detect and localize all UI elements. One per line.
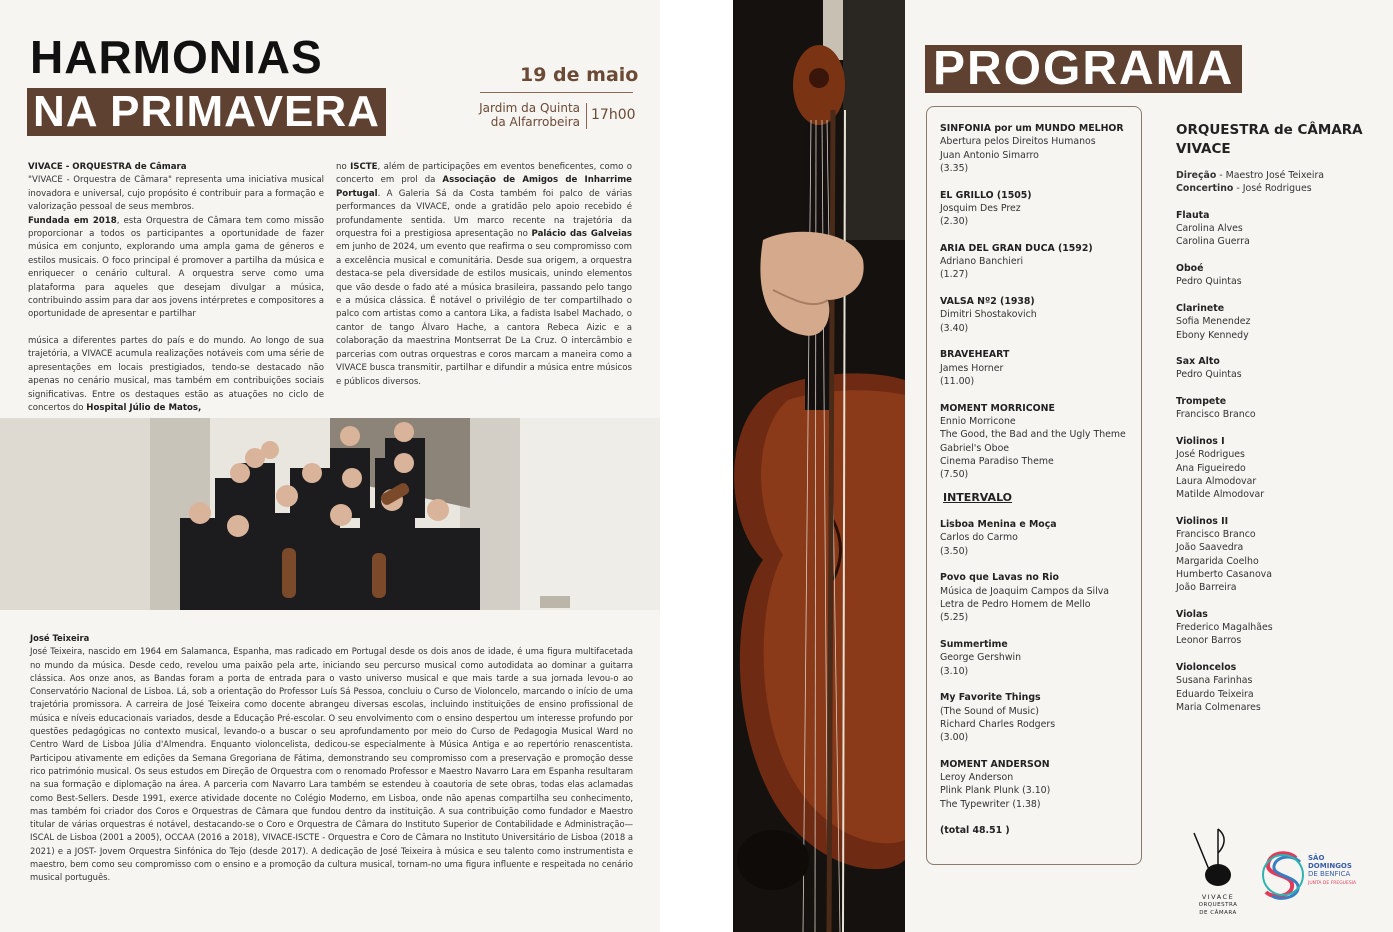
piece-detail: Abertura pelos Direitos Humanos: [940, 136, 1096, 148]
section-name: Trompete: [1176, 396, 1227, 408]
sao-domingos-logo: [1260, 848, 1360, 902]
text-run: . A Galeria Sá da Costa também foi palco de várias performances da VIVACE, onde a gratidão pelo apoio recebido é profundamente sentida. Um marco recente na trajetória da orquestra foi a prestigiosa apresentação no: [336, 188, 632, 240]
right-page: [905, 0, 1393, 932]
piece-detail: (11.00): [940, 376, 975, 388]
piece-detail: (5.25): [940, 612, 969, 624]
piece-detail: (3.50): [940, 545, 969, 557]
sdb-logo-text: [1308, 854, 1356, 888]
orchestra-title-line-1: ORQUESTRA de CÂMARA: [1176, 122, 1363, 138]
piece-title: EL GRILLO (1505): [940, 189, 1032, 201]
piece-title: MOMENT ANDERSON: [940, 758, 1050, 770]
member-name: Sofia Menendez: [1176, 316, 1251, 328]
piece-detail: (The Sound of Music): [940, 705, 1039, 717]
piece-title: Lisboa Menina e Moça: [940, 519, 1057, 531]
piece-detail: (3.35): [940, 162, 969, 174]
section-name: Sax Alto: [1176, 356, 1220, 368]
hospital-bold: Hospital Júlio de Matos,: [86, 402, 202, 413]
piece-detail: James Horner: [940, 362, 1004, 374]
piece-detail: (3.10): [940, 665, 969, 677]
member-name: Pedro Quintas: [1176, 276, 1242, 288]
text-run: , além de participações em eventos beneficentes, como o concerto em prol da: [336, 162, 633, 186]
orchestra-section: [1176, 262, 1376, 289]
member-name: Francisco Branco: [1176, 409, 1256, 421]
orchestra-title-line-2: VIVACE: [1176, 141, 1231, 157]
bio-title: José Teixeira: [30, 633, 90, 643]
text-column-2: [336, 161, 632, 389]
piece-detail: (3.40): [940, 322, 969, 334]
member-name: Carolina Guerra: [1176, 236, 1250, 248]
program-piece: [940, 189, 1140, 229]
piece-detail: (2.30): [940, 216, 969, 228]
program-piece: [940, 295, 1140, 335]
section-name: Oboé: [1176, 263, 1204, 275]
page-gutter: [660, 0, 733, 932]
vivace-logo: [1188, 827, 1248, 916]
member-name: Ebony Kennedy: [1176, 329, 1249, 341]
member-name: Pedro Quintas: [1176, 369, 1242, 381]
orchestra-section: [1176, 661, 1376, 714]
orchestra-title: [1176, 121, 1376, 159]
vivace-logo-line-1: VIVACE: [1201, 893, 1235, 901]
program-title: PROGRAMA: [925, 45, 1242, 93]
member-name: Margarida Coelho: [1176, 555, 1259, 567]
piece-title: VALSA Nº2 (1938): [940, 296, 1035, 308]
intro-heading: VIVACE - ORQUESTRA de Câmara: [28, 162, 187, 172]
founded-paragraph: , esta Orquestra de Câmara tem como missão proporcionar a todos os participantes a oportunidade de fazer música em conjunto, explorando uma ampla gama de géneros e estilos musicais. O foco principal é promover a partilha da música e enriquecer o cenário cultural. A orquestra serve como uma plataforma para aqueles que desejam divulgar a música, contribuindo assim para dar aos jovens intérpretes e compositores a oportunidade de apresentar e partilhar: [28, 215, 324, 320]
member-name: Laura Almodovar: [1176, 475, 1257, 487]
program-piece: [940, 638, 1140, 678]
piece-title: ARIA DEL GRAN DUCA (1592): [940, 242, 1093, 254]
section-name: Flauta: [1176, 209, 1210, 221]
conductor-bio: [30, 632, 633, 885]
piece-title: BRAVEHEART: [940, 349, 1010, 361]
member-name: Maria Colmenares: [1176, 701, 1261, 713]
program-piece: [940, 691, 1140, 744]
text-run: no: [336, 162, 351, 172]
section-name: Violas: [1176, 608, 1208, 620]
event-time: 17h00: [591, 107, 636, 123]
text-run: em junho de 2024, um evento que reafirma o seu compromisso com a excelência musical e comunitária. Desde sua origem, a orquestra destaca-se pela diversidade de estilos musicais, unindo elementos que vão desde o fado até a música brasileira, passando pelo tango e a música clássica. É notável o privilégio de ter compartilhado o palco com artistas como a cantora Lika, a fadista Isabel Machado, o cantor de tango Álvaro Hache, a cantora Rebeca Aizic e a colaboração da maestrina Montserrat De La Cruz. O intercâmbio e parcerias com outras orquestras e coros marcam a maneira como a VIVACE busca transmitir, partilhar e difundir a música entre músicos e públicos diversos.: [336, 242, 632, 387]
piece-detail: (3.00): [940, 732, 969, 744]
piece-detail: (7.50): [940, 469, 969, 481]
program-piece: [940, 122, 1140, 175]
concertino-line: [1176, 182, 1376, 195]
bio-text: José Teixeira, nascido em 1964 em Salamanca, Espanha, mas radicado em Portugal desde os dois anos de idade, é uma figura multifacetada no mundo da música. Desde cedo, revelou uma paixão pela arte, iniciando seu percurso musical como autodidata ao dominar a guitarra clássica. Aos onze anos, as Bandas foram a porta de entrada para o vasto universo musical e que mais tarde a sua jornada levou-o ao Conservatório Nacional de Lisboa. Lá, sob a orientação do Professor Luís Sá Pessoa, concluiu o Curso de Violoncelo, marcando o início de uma trajetória promissora. A carreira de José Teixeira como docente abrangeu diversas escolas, incluindo instituições de ensino profissional de música e níveis educacionais variados, desde a Educação Pré-escolar. O seu envolvimento com o ensino despertou um interesse profundo por questões pedagógicas no contexto musical, levando-o a buscar o seu aprofundamento por meio do Curso de Pedagogia Musical Ward no Centro Ward de Lisboa Júlia d'Almendra. Enquanto violoncelista, dedicou-se especialmente à Música Antiga e ao repertório renascentista. Participou ativamente em edições da Semana Gregoriana de Fátima, demonstrando seu compromisso com a preservação e promoção desse rico património musical. Os seus estudos em Direção de Orquestra com o renomado Professor e Maestro Navarro Lara em Espanha resultaram na sua formação e diplomação na área. A parceria com Navarro Lara também se estendeu à coautoria de sete obras, todas elas aclamadas como Best-Sellers. Desde 1991, exerce atividade docente no Colégio Moderno, em Lisboa, onde não apenas compartilha seu conhecimento, mas também foi criador dos Coros e Orquestras de Câmara que fundou dentro da instituição. A sua contribuição como fundador e Maestro titular de várias orquestras é notável, destacando-se o Coro e Orquestra de Câmara do Instituto Superior de Contabilidade e Administração—ISCAL de Lisboa (2001 a 2005), OCCAA (2016 a 2018), VIVACE-ISCTE - Orquestra e Coro de Câmara no Instituto Universitário de Lisboa (2018 a 2021) e a JOST- Jovem Orquestra Sinfónica do Tejo (desde 2017). A dedicação de José Teixeira à música e seu talento como instrumentista e maestro, bem como seu compromisso com o ensino e a promoção da cultura musical, tornam-no uma figura influente e respeitada no cenário musical português.: [30, 646, 633, 883]
divider: [586, 103, 587, 129]
section-name: Violinos II: [1176, 515, 1229, 527]
member-name: Francisco Branco: [1176, 529, 1256, 541]
text-column-1: [28, 161, 324, 415]
concertino-name: - José Rodrigues: [1233, 183, 1312, 195]
piece-detail: Ennio Morricone: [940, 416, 1016, 427]
piece-title: MOMENT MORRICONE: [940, 402, 1055, 414]
vivace-logo-line-2: ORQUESTRA: [1198, 902, 1238, 908]
piece-title: Summertime: [940, 639, 1008, 651]
direction-line: [1176, 169, 1376, 182]
member-name: João Barreira: [1176, 582, 1237, 594]
vivace-logo-line-3: DE CÂMARA: [1199, 910, 1237, 916]
member-name: Humberto Casanova: [1176, 568, 1272, 580]
member-name: Matilde Almodovar: [1176, 489, 1265, 501]
piece-detail: Cinema Paradiso Theme: [940, 455, 1054, 467]
program-list: [940, 122, 1140, 838]
founded-bold: Fundada em 2018: [28, 215, 117, 226]
member-name: João Saavedra: [1176, 542, 1244, 554]
member-name: Ana Figueiredo: [1176, 462, 1246, 474]
program-piece: [940, 242, 1140, 282]
program-piece: [940, 571, 1140, 624]
sdb-logo-line-3: DE BENFICA: [1308, 870, 1351, 878]
piece-detail: The Typewriter (1.38): [940, 798, 1041, 810]
piece-detail: George Gershwin: [940, 652, 1022, 664]
program-part-1: [940, 122, 1140, 481]
sdb-logo-line-1: SÃO: [1308, 854, 1325, 862]
program-total: (total 48.51 ): [940, 825, 1010, 837]
program-piece: [940, 758, 1140, 811]
program-piece: [940, 402, 1140, 482]
section-name: Clarinete: [1176, 302, 1225, 314]
piece-detail: Carlos do Carmo: [940, 532, 1018, 544]
bold-run: Associação de Amigos de Inharrime Portugal: [336, 175, 632, 199]
direction-name: - Maestro José Teixeira: [1216, 170, 1325, 181]
title-line-1: HARMONIAS: [30, 31, 323, 83]
title-line-2: NA PRIMAVERA: [27, 88, 386, 136]
bold-run: Palácio das Galveias: [531, 229, 632, 240]
event-venue: [478, 101, 580, 129]
intro-paragraph: "VIVACE - Orquestra de Câmara" representa uma iniciativa musical inovadora e universal, cujo propósito é contribuir para a formação e valorização pessoal de seus membros.: [28, 175, 324, 213]
piece-detail: Josquim Des Prez: [940, 202, 1021, 214]
piece-detail: Plink Plank Plunk (3.10): [940, 785, 1051, 797]
member-name: Frederico Magalhães: [1176, 622, 1273, 634]
orchestra-section: [1176, 209, 1376, 249]
piece-detail: Música de Joaquim Campos da Silva: [940, 585, 1110, 597]
member-name: Leonor Barros: [1176, 635, 1242, 647]
piece-detail: Leroy Anderson: [940, 772, 1014, 784]
member-name: Carolina Alves: [1176, 223, 1243, 235]
venue-line-2: da Alfarrobeira: [490, 115, 580, 129]
piece-title: SINFONIA por um MUNDO MELHOR: [940, 123, 1124, 134]
piece-detail: Adriano Banchieri: [940, 256, 1024, 268]
member-name: Susana Farinhas: [1176, 675, 1253, 687]
vivace-logo-text: [1188, 893, 1248, 917]
orchestra-section: [1176, 395, 1376, 422]
piece-detail: The Good, the Bad and the Ugly Theme: [940, 429, 1126, 441]
venue-line-1: Jardim da Quinta: [479, 101, 580, 115]
direction-label: Direção: [1176, 170, 1217, 181]
orchestra-roster: [1176, 121, 1376, 727]
sdb-logo-line-4: JUNTA DE FREGUESIA: [1308, 881, 1357, 886]
bold-run: ISCTE: [350, 162, 378, 172]
interval-label: INTERVALO: [943, 490, 1013, 504]
orchestra-section: [1176, 302, 1376, 342]
event-date: 19 de maio: [520, 64, 639, 86]
piece-detail: (1.27): [940, 269, 969, 281]
violin-photo: [733, 0, 905, 932]
leadership: [1176, 169, 1376, 196]
section-name: Violoncelos: [1176, 661, 1237, 673]
member-name: Eduardo Teixeira: [1176, 688, 1254, 700]
orchestra-group-photo: [0, 418, 660, 610]
divider: [480, 92, 633, 93]
orchestra-section: [1176, 515, 1376, 595]
sdb-logo-line-2: DOMINGOS: [1308, 862, 1352, 870]
program-piece: [940, 348, 1140, 388]
program-part-2: [940, 518, 1140, 811]
member-name: José Rodrigues: [1176, 449, 1245, 461]
left-page: [0, 0, 660, 932]
piece-detail: Juan Antonio Simarro: [940, 149, 1039, 161]
piece-title: Povo que Lavas no Rio: [940, 572, 1059, 584]
program-piece: [940, 518, 1140, 558]
piece-detail: Gabriel's Oboe: [940, 442, 1010, 454]
orchestra-sections: [1176, 209, 1376, 714]
section-name: Violinos I: [1176, 435, 1225, 447]
concertino-label: Concertino: [1176, 183, 1234, 195]
piece-detail: Dimitri Shostakovich: [940, 309, 1037, 321]
history-paragraph: música a diferentes partes do país e do mundo. Ao longo de sua trajetória, a VIVACE acumula realizações notáveis com uma série de apresentações em locais prestigiados, tendo-se destacado não apenas no cenário musical, mas também em contribuições sociais significativas. Entre os destaques estão as atuações no ciclo de concertos do: [28, 335, 324, 413]
orchestra-section: [1176, 608, 1376, 648]
piece-detail: Letra de Pedro Homem de Mello: [940, 599, 1091, 611]
piece-detail: Richard Charles Rodgers: [940, 718, 1056, 730]
orchestra-section: [1176, 355, 1376, 382]
piece-title: My Favorite Things: [940, 692, 1041, 704]
orchestra-section: [1176, 435, 1376, 501]
